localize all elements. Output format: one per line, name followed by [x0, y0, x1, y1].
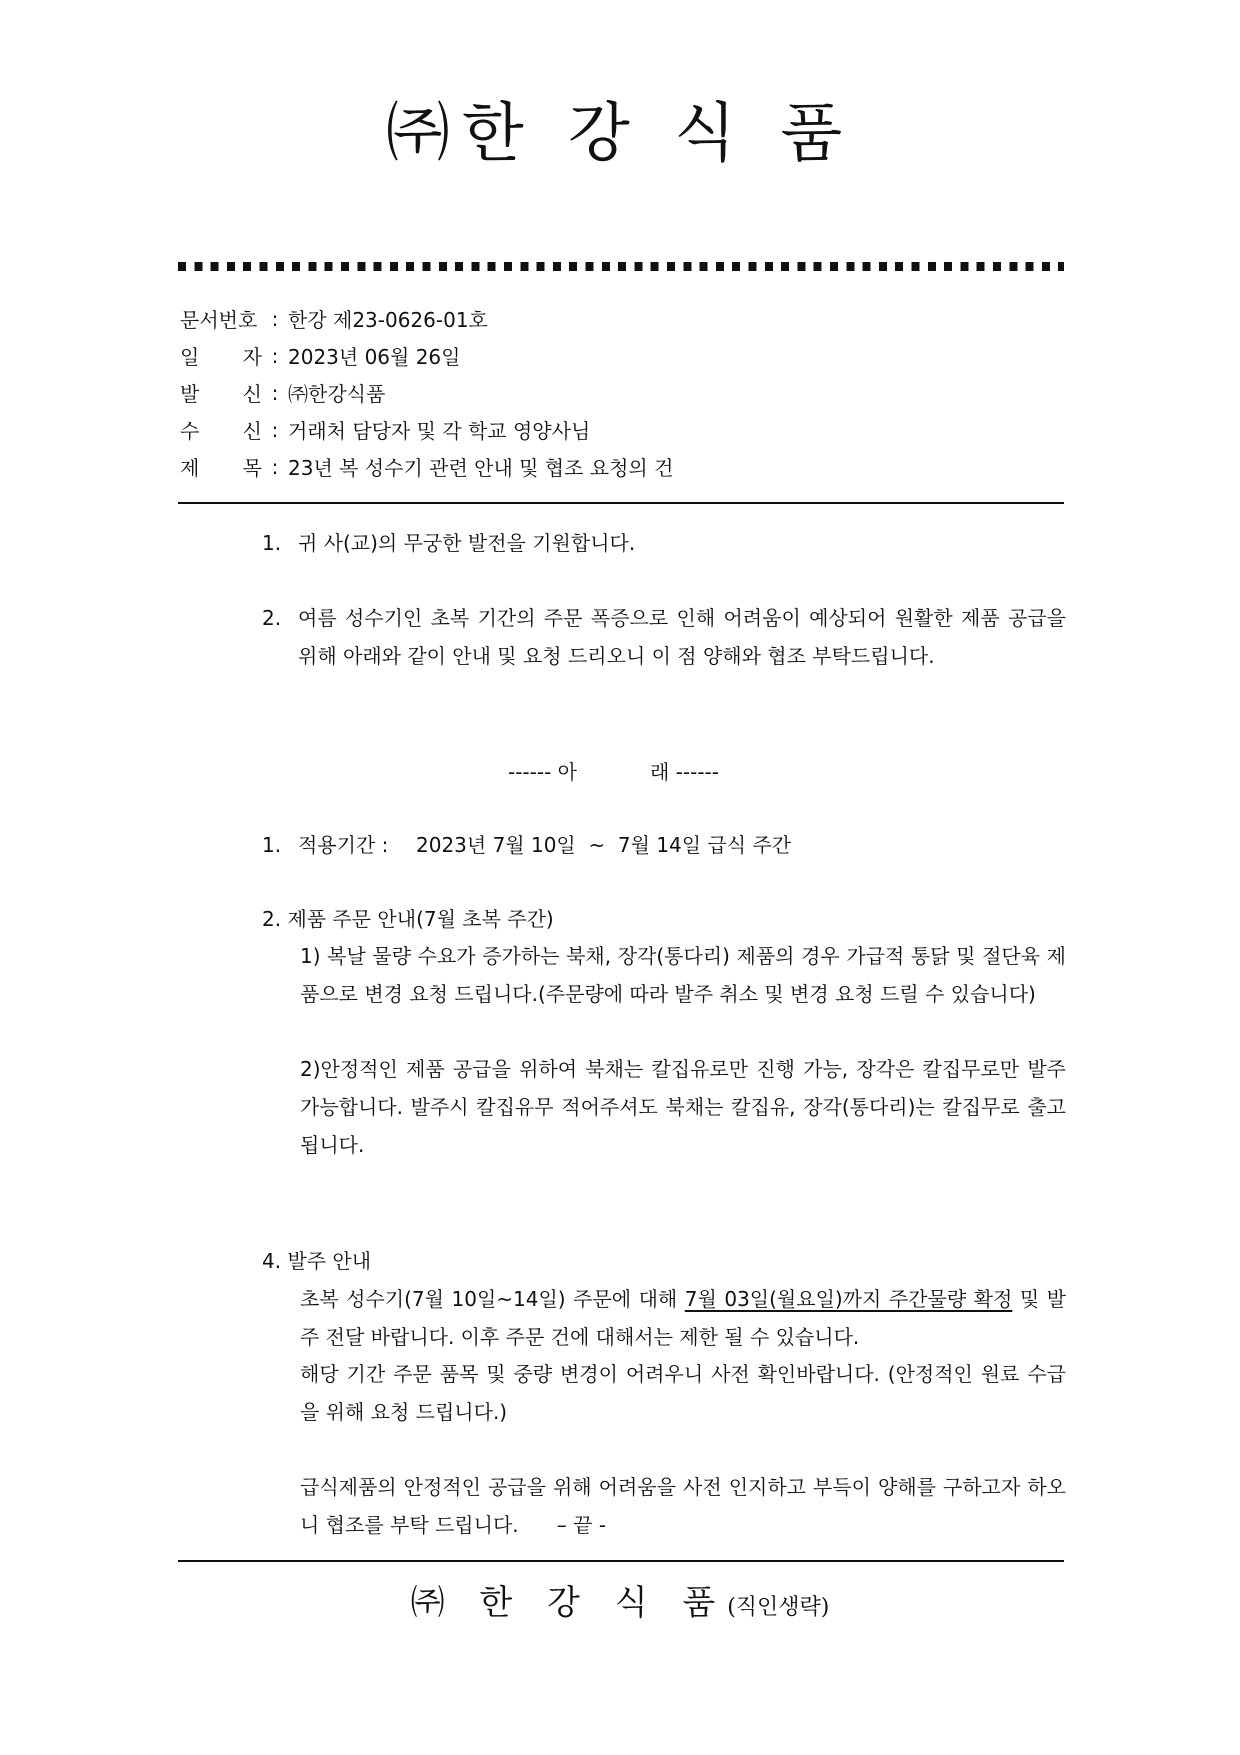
seal-omitted-note: (직인생략): [727, 1595, 830, 1620]
meta-label: 제 목: [180, 456, 262, 480]
intro-item-greeting: 귀 사(교)의 무궁한 발전을 기원합니다.: [298, 531, 636, 555]
order-deadline-highlight: 7월 03일(월요일)까지 주간물량 확정: [684, 1287, 1013, 1311]
dotted-divider: [178, 262, 1064, 271]
meta-value: 23년 복 성수기 관련 안내 및 협조 요청의 건: [288, 456, 674, 480]
meta-separator: :: [271, 417, 279, 442]
intro-item-request: 여름 성수기인 초복 기간의 주문 폭증으로 인해 어려움이 예상되어 원활한 제품 공급을 위해 아래와 같이 안내 및 요청 드리오니 이 점 양해와 협조 부탁드립니다.: [298, 606, 1066, 668]
period-label: 적용기간 :: [298, 833, 389, 857]
period-value: 2023년 7월 10일 ~ 7월 14일 급식 주간: [416, 833, 792, 857]
order-notice-heading: 4. 발주 안내: [262, 1249, 372, 1273]
period-number: 1.: [262, 833, 282, 857]
meta-row-subject: [180, 448, 673, 485]
document-meta: [180, 300, 673, 485]
header-divider: [178, 502, 1064, 504]
meta-value: 한강 제23-0626-01호: [288, 308, 488, 332]
ahrae-right: 래 ------: [650, 760, 719, 784]
meta-label: 발 신: [180, 382, 262, 406]
order-notice-paragraph-2: 해당 기간 주문 품목 및 중량 변경이 어려우니 사전 확인바랍니다. (안정적인 원료 수급을 위해 요청 드립니다.): [300, 1362, 1066, 1424]
end-mark: – 끝 -: [556, 1513, 607, 1537]
order-notice-paragraph-1: [300, 1280, 1066, 1356]
meta-row-sender: [180, 374, 673, 411]
intro-number: 2.: [262, 606, 282, 630]
meta-separator: :: [271, 380, 279, 405]
meta-label: 수 신: [180, 419, 262, 443]
company-title: ㈜한 강 식 품: [385, 97, 855, 171]
meta-label: 일 자: [180, 345, 262, 369]
meta-value: 거래처 담당자 및 각 학교 영양사님: [288, 419, 591, 443]
footer-divider: [178, 1560, 1064, 1562]
order-deadline-rest: 및 발주 전달 바랍니다. 이후 주문 건에 대해서는 제한 될 수 있습니다.: [300, 1287, 1067, 1349]
meta-separator: :: [271, 343, 279, 368]
meta-separator: :: [271, 454, 279, 479]
closing-text: 급식제품의 안정적인 공급을 위해 어려움을 사전 인지하고 부득이 양해를 구하고자 하오니 협조를 부탁 드립니다.: [300, 1475, 1066, 1537]
ahrae-left: ------ 아: [508, 760, 577, 784]
footer-company: ㈜ 한 강 식 품: [410, 1583, 728, 1623]
order-deadline-intro: 초복 성수기(7월 10일~14일) 주문에 대해: [300, 1287, 685, 1311]
meta-row-recipient: [180, 411, 673, 448]
intro-number: 1.: [262, 531, 282, 555]
footer-signature: [0, 1575, 1240, 1624]
product-notice-heading: 2. 제품 주문 안내(7월 초복 주간): [262, 907, 554, 931]
meta-row-doc-number: [180, 300, 673, 337]
meta-value: 2023년 06월 26일: [288, 345, 461, 369]
product-notice-item-2: 2)안정적인 제품 공급을 위하여 북채는 칼집유로만 진행 가능, 장각은 칼집무로만 발주 가능합니다. 발주시 칼집유무 적어주셔도 북채는 칼집유, 장각(통다리)는 칼집무로 출고 됩니다.: [300, 1057, 1066, 1157]
closing-paragraph: [300, 1468, 1066, 1544]
meta-separator: :: [271, 306, 279, 331]
meta-row-date: [180, 337, 673, 374]
product-notice-item-1: 1) 복날 물량 수요가 증가하는 북채, 장각(통다리) 제품의 경우 가급적 통닭 및 절단육 제품으로 변경 요청 드립니다.(주문량에 따라 발주 취소 및 변경 요청 드릴 수 있습니다): [300, 944, 1066, 1006]
meta-value: ㈜한강식품: [288, 382, 386, 406]
meta-label: 문서번호: [180, 308, 258, 332]
